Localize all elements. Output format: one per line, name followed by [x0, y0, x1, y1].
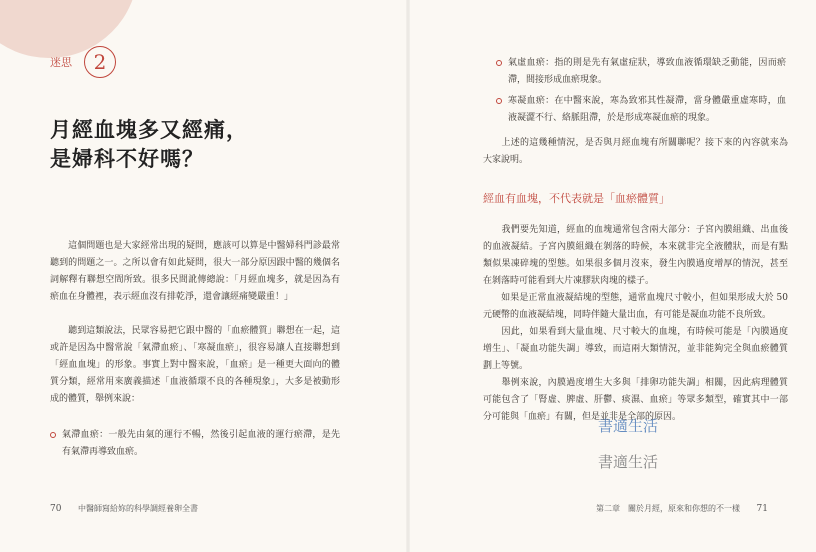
list-item: 寒凝血瘀：在中醫來說，寒為致邪其性凝滯，當身體嚴重虛寒時，血液凝澀不行、絡脈阻滯，於是形成寒凝血瘀的現象。 [496, 93, 786, 127]
chapter-title-footer: 第二章 關於月經，原來和你想的不一樣 [596, 504, 740, 513]
title-line-2: 是婦科不好嗎？ [50, 146, 204, 171]
paragraph: 舉例來說，內膜過度增生大多與「排卵功能失調」相關，因此病理體質可能包含了「腎虛、脾虛、肝鬱、痰濕、血瘀」等眾多類型，確實其中一部分可能與「血瘀」有關，但是並非是全部的原因。 [483, 378, 788, 422]
page-number: 70 [50, 504, 62, 514]
myth-number: 2 [84, 46, 116, 78]
watermark: 書適生活 [598, 453, 659, 471]
bullet-circle-icon [496, 98, 502, 104]
bullet-list [496, 55, 786, 131]
myth-heading [50, 46, 116, 78]
myth-label: 迷思 [50, 56, 72, 69]
section-subheading: 經血有血塊，不代表就是「血瘀體質」 [483, 192, 670, 205]
book-title: 中醫師寫給妳的科學調經養卵全書 [78, 504, 198, 513]
paragraph: 我們要先知道，經血的血塊通常包含兩大部分：子宮內膜組織、出血後的血液凝結。子宮內膜組織在剝落的時候，本來就非完全液體狀，而是有點類似果凍碎塊的型態。如果很多個月沒來，發生內膜過度增厚的情況，甚至在剝落時可能看到大片凍膠狀肉塊的樣子。 [483, 225, 788, 286]
title-line-1: 月經血塊多又經痛， [50, 117, 248, 142]
paragraph: 上述的這幾種情況，是否與月經血塊有所關聯呢？接下來的內容就來為大家說明。 [483, 138, 788, 165]
list-item: 氣虛血瘀：指的則是先有氣虛症狀，導致血液循環缺乏動能，因而瘀滯，間接形成血瘀現象。 [496, 55, 786, 89]
chapter-title [50, 115, 370, 173]
page-number: 71 [756, 504, 768, 514]
paragraph: 如果是正常血液凝結塊的型態，通常血塊尺寸較小，但如果形成大於 50 元硬幣的血液凝結塊，同時伴隨大量出血，有可能是凝血功能不良所致。 [483, 293, 788, 320]
paragraph: 因此，如果看到大量血塊、尺寸較大的血塊，有時候可能是「內膜過度增生」、「凝血功能失調」導致，而這兩大類情況，並非能夠完全與血瘀體質劃上等號。 [483, 327, 788, 371]
paragraph: 這個問題也是大家經常出現的疑問，應該可以算是中醫婦科門診最常聽到的問題之一。之所以會有如此疑問，很大一部分原因跟中醫的幾個名詞解釋有聯想空間所致。很多民間訛傳總說：「月經血塊多，就是因為有瘀血在身體裡，表示經血沒有排乾淨，還會讓經痛變嚴重！」 [50, 241, 340, 302]
page-footer [50, 503, 198, 514]
list-item: 氣滯血瘀：一般先由氣的運行不暢，然後引起血液的運行瘀滯，是先有氣滯再導致血瘀。 [50, 427, 340, 461]
paragraph: 聽到這類說法，民眾容易把它跟中醫的「血瘀體質」聯想在一起，這或許是因為中醫常說「氣滯血瘀」、「寒凝血瘀」，很容易讓人直接聯想到「經血血塊」的形象。事實上對中醫來說，「血瘀」是一種更大面向的體質分類，經常用來廣義描述「血液循環不良的各種現象」，大多是被動形成的體質，舉例來說： [50, 326, 340, 404]
page-footer [596, 503, 768, 514]
bullet-circle-icon [50, 432, 56, 438]
right-page [408, 0, 816, 552]
bullet-list [50, 427, 340, 461]
paragraph-group [483, 222, 788, 426]
watermark: 書適生活 [598, 417, 659, 435]
bullet-circle-icon [496, 60, 502, 66]
